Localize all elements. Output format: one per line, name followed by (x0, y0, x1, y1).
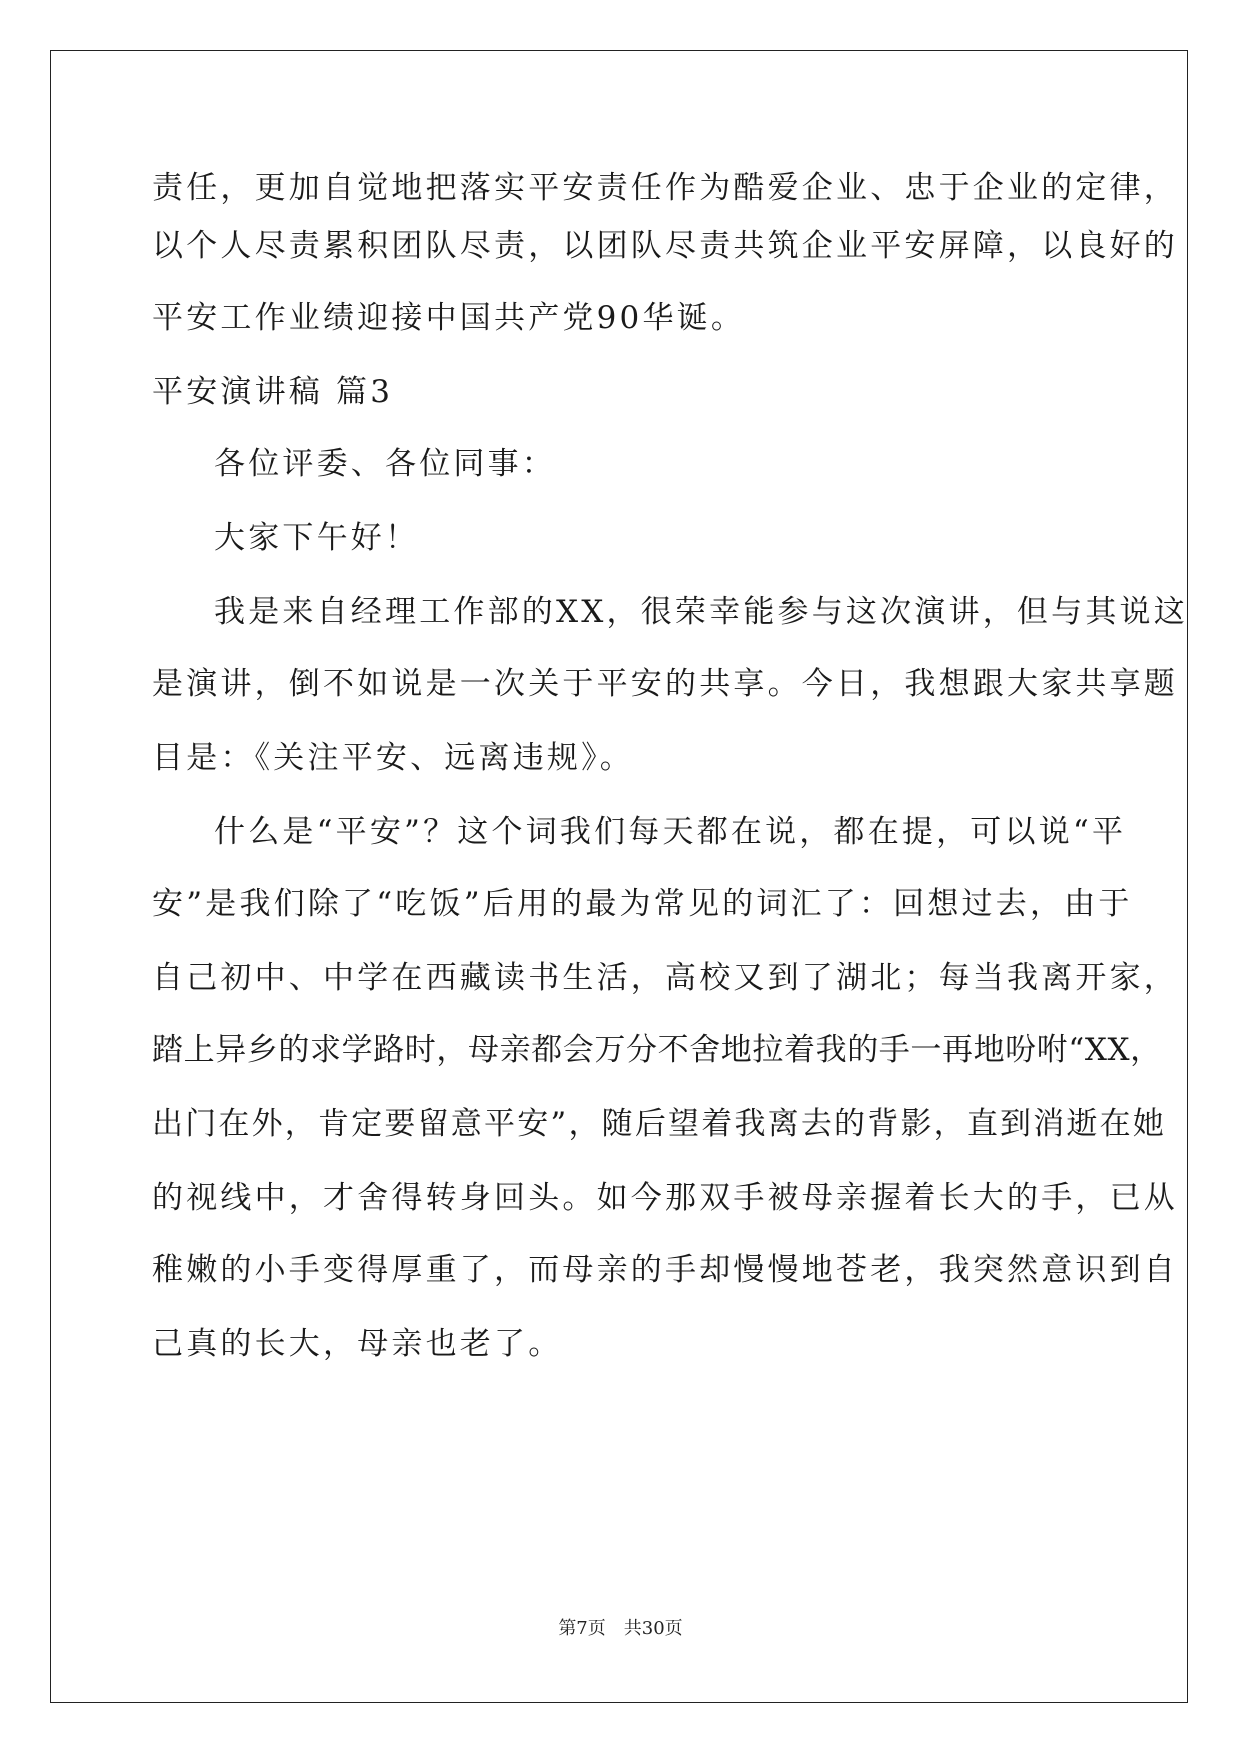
body-line-2: 以个人尽责累积团队尽责，以团队尽责共筑企业平安屏障，以良好的 (152, 228, 1178, 264)
section-heading: 平安演讲稿 篇3 (152, 374, 394, 410)
body-line-9: 目是：《关注平安、远离违规》。 (152, 740, 634, 776)
body-line-14: 出门在外，肯定要留意平安”，随后望着我离去的背影，直到消逝在她 (152, 1106, 1167, 1142)
body-line-12: 自己初中、中学在西藏读书生活，高校又到了湖北；每当我离开家， (152, 960, 1178, 996)
page-number: 第7页 共30页 (558, 1618, 683, 1639)
body-line-1: 责任，更加自觉地把落实平安责任作为酷爱企业、忠于企业的定律， (152, 170, 1178, 206)
body-line-10: 什么是“平安”？这个词我们每天都在说，都在提，可以说“平 (214, 814, 1127, 850)
body-line-3: 平安工作业绩迎接中国共产党90华诞。 (152, 300, 746, 336)
body-line-11: 安”是我们除了“吃饭”后用的最为常见的词汇了：回想过去，由于 (152, 886, 1133, 922)
body-line-17: 己真的长大，母亲也老了。 (152, 1326, 563, 1362)
body-line-13: 踏上异乡的求学路时，母亲都会万分不舍地拉着我的手一再地吩咐“XX， (152, 1032, 1162, 1068)
salutation: 各位评委、各位同事： (214, 446, 556, 482)
body-line-8: 是演讲，倒不如说是一次关于平安的共享。今日，我想跟大家共享题 (152, 666, 1178, 702)
body-line-15: 的视线中，才舍得转身回头。如今那双手被母亲握着长大的手，已从 (152, 1180, 1178, 1216)
body-line-16: 稚嫩的小手变得厚重了，而母亲的手却慢慢地苍老，我突然意识到自 (152, 1252, 1178, 1288)
greeting: 大家下午好！ (214, 520, 420, 556)
body-line-7: 我是来自经理工作部的XX，很荣幸能参与这次演讲，但与其说这 (214, 594, 1188, 630)
